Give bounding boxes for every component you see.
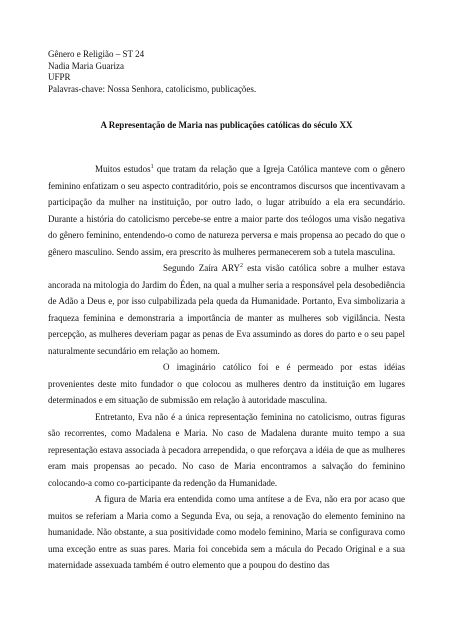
paragraph-1 [48,161,405,260]
footnote-ref-2[interactable]: 2 [239,263,243,269]
paragraph-1-rest: que tratam da relação que a Igreja Católica manteve com o gênero feminino enfatizam o seu aspecto contraditório, pois se encontramos discursos que incentivavam a participação da mulher na instituição, por outro lado, o lugar atribuído a ela era secundário. Durante a história do catolicismo percebe-se entre a maior parte dos teólogos uma visão negativa do gênero feminino, entendendo-o como de natureza perversa e mais propensa ao pecado do que o gênero masculino. Sendo assim, era prescrito às mulheres permanecerem sob a tutela masculina. [48,164,405,257]
body-text [48,161,405,574]
footnote-ref-1[interactable]: 1 [150,164,154,170]
author-name: Nadia Maria Guariza [48,60,124,71]
paragraph-4: Entretanto, Eva não é a única representação feminina no catolicismo, outras figuras são recorrentes, como Madalena e Maria. No caso de Madalena durante muito tempo a sua representação estava associada à pecadora arrependida, o que reforçava a idéia de que as mulheres eram mais propensas ao pecado. No caso de Maria encontramos a salvação do feminino colocando-a como co-participante da redenção da Humanidade. [48,411,405,488]
paragraph-2 [48,260,405,359]
paragraph-3: O imaginário católico foi e é permeado por estas idéias provenientes deste mito fundador o que colocou as mulheres dentro da instituição em lugares determinados e em situação de submissão em relação à autoridade masculina. [48,362,405,405]
paragraph-5: A figura de Maria era entendida como uma antítese a de Eva, não era por acaso que muitos se referiam a Maria como a Segunda Eva, ou seja, a renovação do elemento feminino na humanidade. Não obstante, a sua positividade como modelo feminino, Maria se configurava como uma exceção entre as suas pares. Maria foi concebida sem a mácula do Pecado Original e a sua maternidade assexuada também é outro elemento que a poupou do destino das [48,494,405,570]
paragraph-2-rest: esta visão católica sobre a mulher estava ancorada na mitologia do Jardim do Éden, na qual a mulher seria a responsável pela desobediência de Adão a Deus e, por isso culpabilizada pela queda da Humanidade. Portanto, Eva simbolizaria a fraqueza feminina e demonstraria a importância de manter as mulheres sob vigilância. Nesta percepção, as mulheres deveriam pagar as penas de Eva assumindo as dores do parto e o seu papel naturalmente secundário em relação ao homem. [48,263,405,356]
header-block [48,49,405,95]
event-line: Gênero e Religião – ST 24 [48,49,145,59]
keywords: Palavras-chave: Nossa Senhora, catolicismo, publicações. [48,83,257,94]
paragraph-2-start: Segundo Zaíra ARY [163,263,240,273]
institution: UFPR [48,72,71,82]
document-title: A Representação de Maria nas publicações católicas do século XX [100,120,353,130]
paragraph-1-start: Muitos estudos [95,164,151,174]
